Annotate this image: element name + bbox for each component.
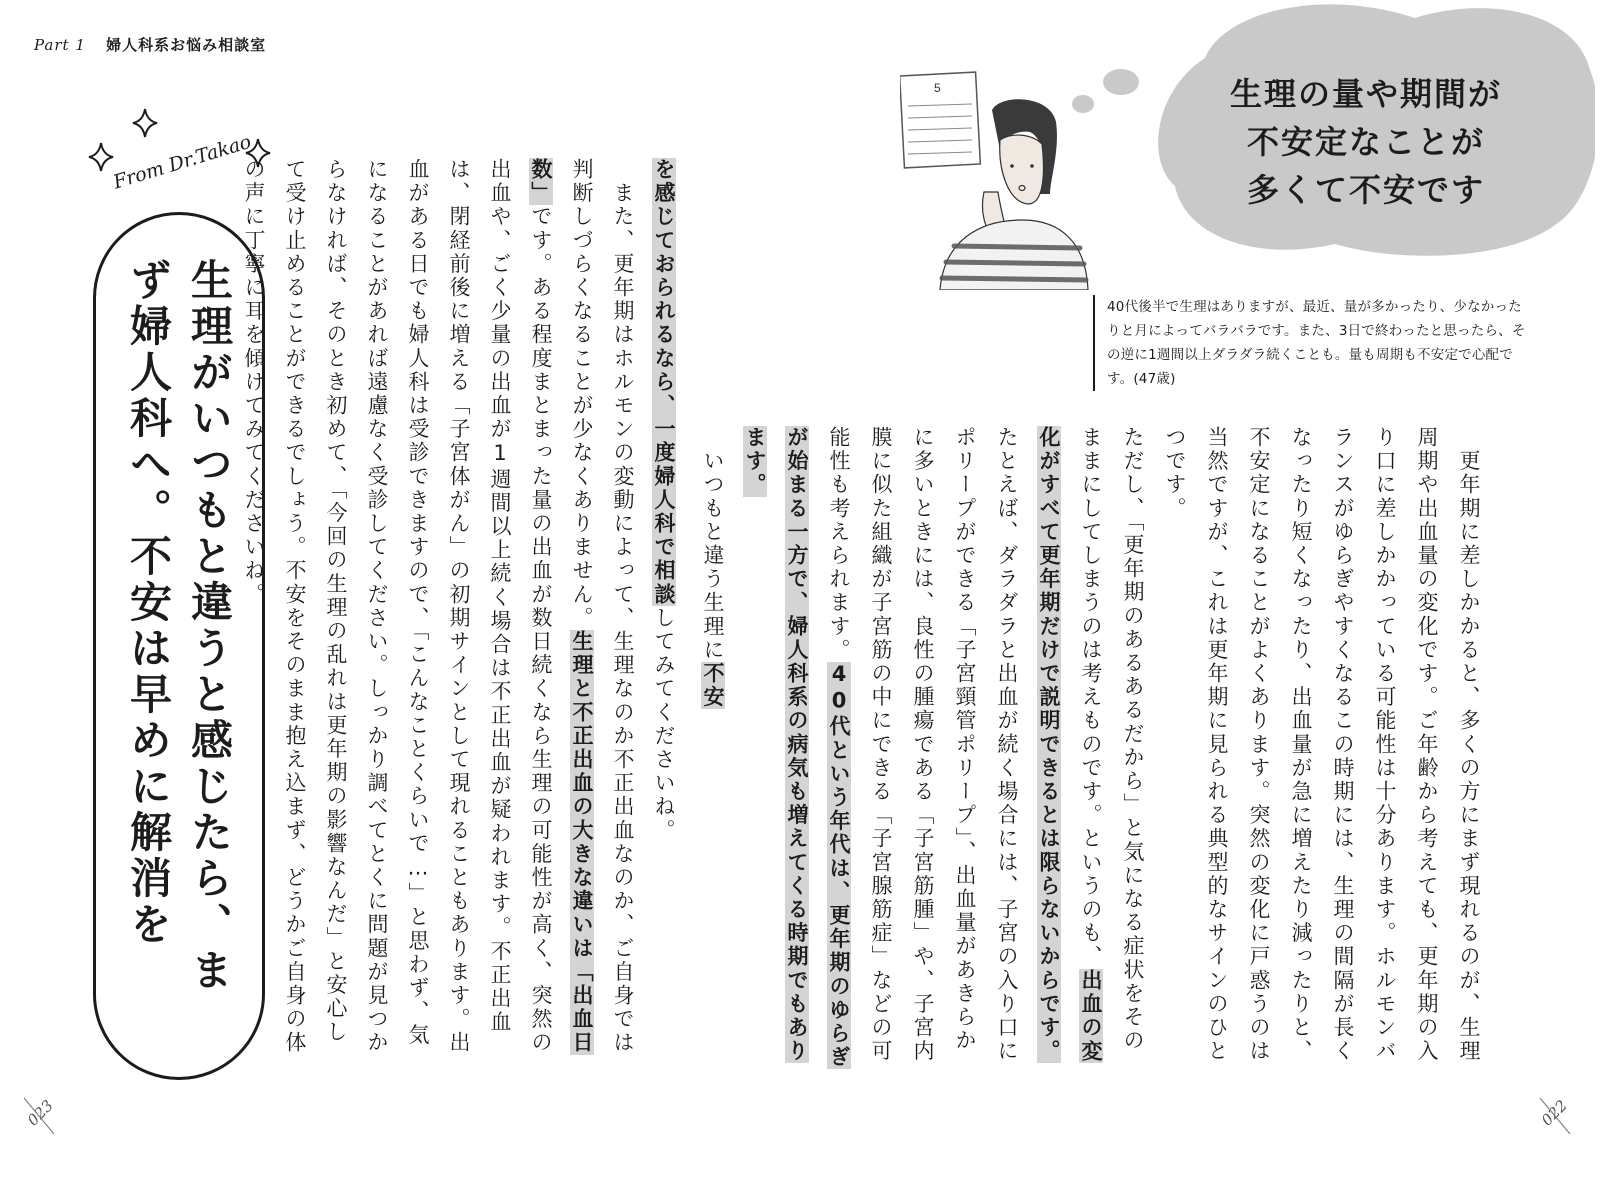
reader-question: 40代後半で生理はありますが、最近、量が多かったり、少なかったりと月によってバラバラです。また、3日で終わったと思ったら、その逆に1週間以上ダラダラ続くことも。量も周期も不安定で心配です。(47歳)	[1093, 295, 1527, 391]
question-title-line: 生理の量や期間が	[1229, 75, 1502, 113]
highlight: を感じておられるなら、一度婦人科で相談	[652, 158, 676, 607]
body-text	[1457, 426, 1481, 450]
body-text: 更年期に差しかかると、多くの方にまず現れるのが、生理周期や出血量の変化です。ご年齢から考えても、更年期の入り口に差しかかっている可能性は十分あります。ホルモンバランスがゆらぎやすくなるこの時期には、生理の間隔が長くなったり短くなったり、出血量が急に増えたり減ったりと、不安定になることがよくあります。突然の変化に戸惑うのは当然ですが、これは更年期に見られる典型的なサインのひとつです。	[1163, 426, 1481, 1064]
left-body-text	[242, 158, 684, 1058]
body-text: です。ある程度まとまった量の出血が数日続くなら生理の可能性が高く、突然の出血や、ごく少量の出血が1週間以上続く場合は不正出血が疑われます。不正出血は、閉経前後に増える「子宮体がん」の初期サインとして現れることもあります。出血がある日でも婦人科は受診できますので、「こんなことくらいで…」と思わず、気になることがあれば遠慮なく受診してください。しっかり調べてとくに問題が見つからなければ、そのとき初めて、「今回の生理の乱れは更年期の影響なんだ」と安心して受け止めることができるでしょう。不安をそのまま抱え込まず、どうかご自身の体の声に丁寧に耳を傾けてみてくださいね。	[242, 158, 553, 1055]
question-title-line: 多くて不安です	[1246, 171, 1485, 209]
running-header	[34, 34, 266, 55]
page-number-slash	[22, 1096, 56, 1136]
body-text: ただし、「更年期のあるあるだから」と気になる症状をそのままにしてしまうのは考えものです。というのも、	[1079, 426, 1145, 1053]
highlight: 生理と不正出血の大きな違いは「出血日数」	[529, 158, 594, 1055]
body-text: してみてくださいね。	[652, 606, 676, 843]
highlight: 40代という年代は、更年期のゆらぎが始まる一方で、婦人科系の病気も増えてくる時期でもあります。	[743, 426, 851, 1070]
part-label: Part 1	[34, 36, 86, 54]
calendar-month: 5	[934, 81, 941, 95]
body-text	[701, 426, 725, 450]
right-body-text	[701, 426, 1490, 1076]
highlight: 不安	[701, 662, 725, 710]
woman-illustration	[900, 70, 1090, 290]
section-title: 婦人科系お悩み相談室	[106, 36, 267, 54]
body-text: いつもと違う生理に	[701, 449, 725, 663]
headline: 生理がいつもと違うと感じたら、まず婦人科へ。不安は早めに解消を	[124, 258, 234, 994]
body-text	[611, 158, 635, 182]
body-text: たとえば、ダラダラと出血が続く場合には、子宮の入り口にポリープができる「子宮頸管ポリープ」、出血量があきらかに多いときには、良性の腫瘍である「子宮筋腫」や、子宮内膜に似た組織が子宮筋の中にできる「子宮腺筋症」などの可能性も考えられます。	[827, 426, 1019, 1064]
page-number-slash	[1538, 1096, 1572, 1136]
page-number-left: 023	[23, 1096, 57, 1130]
from-dr-label: From Dr.Takao	[110, 130, 254, 194]
page-number-right: 022	[1537, 1096, 1571, 1130]
body-text: また、更年期はホルモンの変動によって、生理なのか不正出血なのか、ご自身では判断しづらくなることが少なくありません。	[570, 158, 635, 1055]
sparkle-icon	[132, 108, 158, 138]
question-title	[1186, 70, 1546, 214]
question-title-line: 不安定なことが	[1246, 123, 1485, 161]
sparkle-icon	[88, 142, 114, 172]
highlight: 出血の変化がすべて更年期だけで説明できるとは限らないからです。	[1037, 426, 1103, 1064]
